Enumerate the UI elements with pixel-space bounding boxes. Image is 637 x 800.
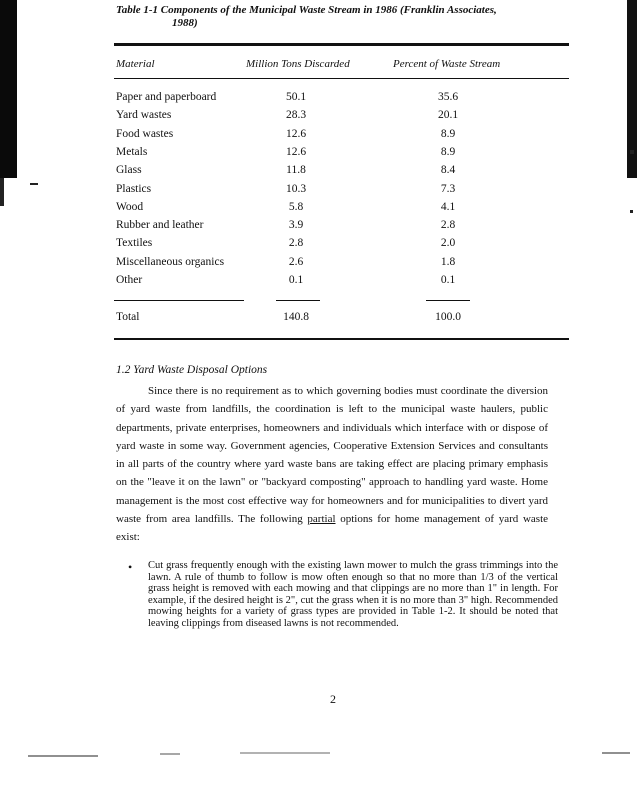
row-percent: 2.8 [440, 219, 456, 231]
table-top-rule [114, 43, 569, 46]
row-tons: 2.6 [288, 256, 304, 268]
row-percent: 8.9 [440, 128, 456, 140]
row-tons: 2.8 [288, 237, 304, 249]
row-tons: 5.8 [288, 201, 304, 213]
row-percent: 8.4 [440, 164, 456, 176]
header-percent: Percent of Waste Stream [393, 58, 501, 70]
row-material: Food wastes [116, 128, 174, 140]
table-caption [116, 4, 556, 30]
row-percent: 2.0 [440, 237, 456, 249]
paragraph-text-b: options for home management of yard waste exist: [116, 513, 549, 544]
scan-mark [240, 752, 330, 754]
row-tons: 3.9 [288, 219, 304, 231]
bullet-marker: • [128, 560, 133, 574]
material-sum-rule [114, 300, 244, 301]
total-label: Total [116, 311, 140, 323]
header-material: Material [116, 58, 155, 70]
tons-sum-rule [276, 300, 320, 301]
caption-line-2: 1988) [172, 17, 198, 29]
row-percent: 1.8 [440, 256, 456, 268]
row-percent: 0.1 [440, 274, 456, 286]
row-tons: 12.6 [285, 128, 307, 140]
row-material: Glass [116, 164, 142, 176]
row-percent: 7.3 [440, 183, 456, 195]
row-material: Miscellaneous organics [116, 256, 225, 268]
table-bottom-rule [114, 338, 569, 340]
scan-mark [602, 752, 630, 754]
row-tons: 11.8 [286, 164, 306, 176]
total-percent: 100.0 [435, 311, 461, 323]
scan-mark [160, 753, 180, 755]
total-tons: 140.8 [283, 311, 309, 323]
paragraph-text-a: Since there is no requirement as to which governing bodies must coordinate the diversion of yard waste from landfills, the coordination is left to the municipal waste haulers, public departments, private enterprises, homeowners and individuals which interface with or dispose of yard waste in some way. Government agencies, Cooperative Extension Services and consultants in all parts of the country where yard waste bans are taking effect are placing primary emphasis on the "leave it on the lawn" or "backyard composting" approach to handling yard waste. Home management is the most cost effective way for homeowners and for municipalities to divert yard waste from area landfills. The following [116, 385, 548, 526]
row-material: Metals [116, 146, 148, 158]
row-tons: 10.3 [285, 183, 307, 195]
row-tons: 50.1 [285, 91, 307, 103]
row-tons: 28.3 [285, 109, 307, 121]
row-material: Other [116, 274, 143, 286]
row-percent: 35.6 [437, 91, 459, 103]
row-material: Plastics [116, 183, 152, 195]
row-percent: 20.1 [437, 109, 459, 121]
row-material: Paper and paperboard [116, 91, 217, 103]
row-percent: 8.9 [440, 146, 456, 158]
page-number: 2 [330, 692, 336, 706]
scan-mark [0, 178, 4, 206]
bullet-text: Cut grass frequently enough with the existing lawn mower to mulch the grass trimmings into the lawn. A rule of thumb to follow is mow often enough so that no more than 1/3 of the vertical grass height is removed with each mowing and that clippings are no more than 1" in length. For example, if the desired height is 2", cut the grass when it is no more than 3" high. Recommended mowing heights for a variety of grass types are provided in Table 1-2. It should be noted that leaving clippings from diseased lawns is not recommended. [148, 560, 558, 629]
scan-mark [630, 210, 633, 213]
header-rule [114, 78, 569, 79]
row-percent: 4.1 [440, 201, 456, 213]
body-paragraph [116, 382, 548, 547]
section-title: 1.2 Yard Waste Disposal Options [116, 364, 268, 376]
scan-edge-left [0, 0, 17, 178]
row-tons: 0.1 [288, 274, 304, 286]
caption-line-1: Table 1-1 Components of the Municipal Waste Stream in 1986 (Franklin Associates, [116, 4, 497, 16]
row-material: Rubber and leather [116, 219, 204, 231]
scan-mark [630, 150, 634, 154]
row-material: Textiles [116, 237, 153, 249]
row-material: Wood [116, 201, 144, 213]
header-million-tons: Million Tons Discarded [246, 58, 350, 70]
paragraph-underlined-word: partial [307, 513, 336, 526]
scan-mark [28, 755, 98, 757]
row-material: Yard wastes [116, 109, 172, 121]
percent-sum-rule [426, 300, 470, 301]
scan-mark [30, 183, 38, 185]
row-tons: 12.6 [285, 146, 307, 158]
